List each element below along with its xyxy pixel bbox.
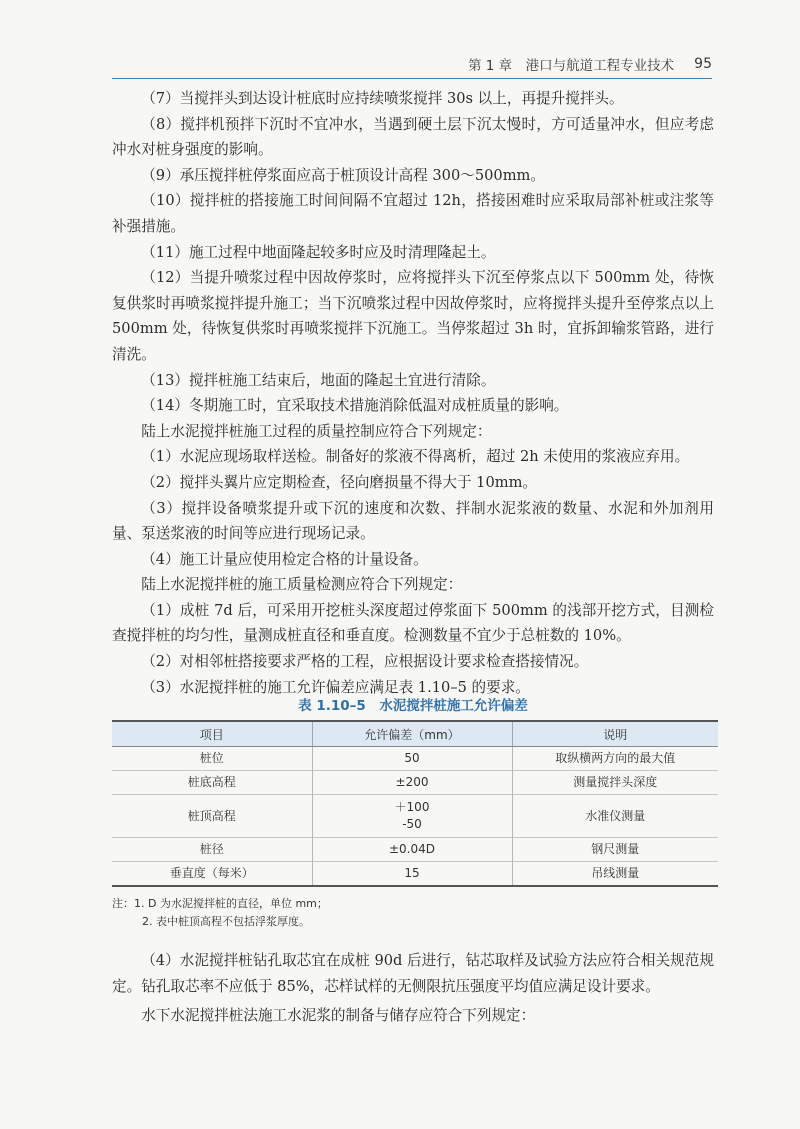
paragraph: （7）当搅拌头到达设计桩底时应持续喷浆搅拌 30s 以上，再提升搅拌头。	[141, 90, 624, 107]
cell-note: 钢尺测量	[512, 838, 718, 862]
tolerance-upper: ＋100	[394, 800, 430, 814]
table-note: 注：1. D 为水泥搅拌桩的直径，单位 mm；	[112, 897, 328, 910]
paragraph: （2）搅拌头翼片应定期检查，径向磨损量不得大于 10mm。	[141, 473, 538, 491]
cell-item: 桩位	[112, 747, 312, 771]
paragraph: （14）冬期施工时，宜采取技术措施消除低温对成桩质量的影响。	[141, 397, 569, 415]
header-note: 说明	[512, 721, 718, 747]
paragraph: 陆上水泥搅拌桩施工过程的质量控制应符合下列规定：	[141, 422, 492, 440]
cell-note: 取纵横两方向的最大值	[512, 747, 718, 771]
header-item: 项目	[112, 721, 312, 747]
table-row	[112, 771, 718, 795]
header-tolerance: 允许偏差（mm）	[312, 721, 512, 747]
paragraph: （4）施工计量应使用检定合格的计量设备。	[141, 550, 428, 568]
table-notes	[112, 895, 714, 931]
paragraph: 陆上水泥搅拌桩的施工质量检测应符合下列规定：	[141, 576, 463, 594]
cell-tolerance: 15	[312, 862, 512, 887]
table-row	[112, 747, 718, 771]
table-row	[112, 795, 718, 838]
page-header	[112, 50, 712, 79]
paragraph: （4）水泥搅拌桩钻孔取芯宜在成桩 90d 后进行，钻芯取样及试验方法应符合相关规范规定。钻孔取芯率不应低于 85%，芯样试样的无侧限抗压强度平均值应满足设计要求。	[112, 952, 714, 995]
table-row	[112, 838, 718, 862]
chapter-title: 第 1 章 港口与航道工程专业技术	[468, 58, 675, 74]
paragraph: （1）水泥应现场取样送检。制备好的浆液不得离析，超过 2h 未使用的浆液应弃用。	[141, 448, 690, 466]
cell-item: 桩底高程	[112, 771, 312, 795]
page-number: 95	[694, 56, 712, 72]
paragraph: （3）搅拌设备喷浆提升或下沉的速度和次数、拌制水泥浆液的数量、水泥和外加剂用量、泵送浆液的时间等应进行现场记录。	[112, 499, 714, 543]
cell-item: 桩顶高程	[112, 795, 312, 838]
paragraph: （1）成桩 7d 后，可采用开挖桩头深度超过停浆面下 500mm 的浅部开挖方式，目测检查搅拌桩的均匀性，量测成桩直径和垂直度。检测数量不宜少于总桩数的 10%。	[112, 601, 714, 645]
paragraph: （9）承压搅拌桩停浆面应高于桩顶设计高程 300～500mm。	[141, 166, 545, 184]
body-text-top	[112, 86, 714, 700]
paragraph: （12）当提升喷浆过程中因故停浆时，应将搅拌头下沉至停浆点以下 500mm 处，待恢复供浆时再喷浆搅拌提升施工；当下沉喷浆过程中因故停浆时，应将搅拌头提升至停浆点以上 500mm 处，待恢复供浆时再喷浆搅拌下沉施工。当停浆超过 3h 时，宜拆卸输浆管路，进行清洗。	[112, 269, 714, 363]
paragraph: （10）搅拌桩的搭接施工时间间隔不宜超过 12h，搭接困难时应采取局部补桩或注浆等补强措施。	[112, 192, 714, 235]
paragraph: 水下水泥搅拌桩法施工水泥浆的制备与储存应符合下列规定：	[141, 1007, 536, 1025]
paragraph: （13）搅拌桩施工结束后，地面的隆起土宜进行清除。	[141, 371, 496, 389]
cell-tolerance: 50	[312, 747, 512, 771]
cell-note: 吊线测量	[512, 862, 718, 887]
table-header-row	[112, 721, 718, 747]
table-caption: 表 1.10–5 水泥搅拌桩施工允许偏差	[298, 698, 528, 714]
paragraph: （2）对相邻桩搭接要求严格的工程，应根据设计要求检查搭接情况。	[141, 653, 589, 671]
cell-item: 桩径	[112, 838, 312, 862]
cell-note: 水准仪测量	[512, 795, 718, 838]
paragraph: （8）搅拌机预拌下沉时不宜冲水，当遇到硬土层下沉太慢时，方可适量冲水，但应考虑冲水对桩身强度的影响。	[112, 115, 714, 159]
cell-item: 垂直度（每米）	[112, 862, 312, 887]
tolerance-table	[112, 720, 718, 887]
body-text-bottom	[112, 948, 714, 1029]
paragraph: （3）水泥搅拌桩的施工允许偏差应满足表 1.10–5 的要求。	[141, 678, 530, 696]
cell-tolerance: ±0.04D	[312, 838, 512, 862]
tolerance-lower: -50	[402, 817, 422, 831]
paragraph: （11）施工过程中地面隆起较多时应及时清理隆起土。	[141, 243, 496, 261]
table-note: 2. 表中桩顶高程不包括浮浆厚度。	[142, 915, 310, 928]
table-row	[112, 862, 718, 887]
cell-tolerance	[312, 795, 512, 838]
cell-note: 测量搅拌头深度	[512, 771, 718, 795]
cell-tolerance: ±200	[312, 771, 512, 795]
